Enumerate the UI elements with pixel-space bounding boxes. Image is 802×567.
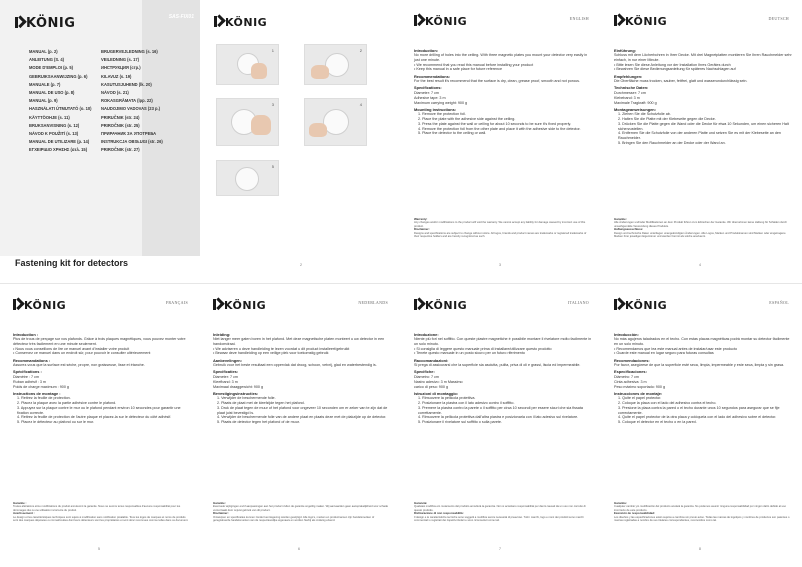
recommendations-text: Si prega di assicurarsi che la superficie sia asciutta, pulita, priva di oli e grassi, liscia ed impermeabile. (414, 363, 581, 368)
konig-logo: KÖNIG (614, 14, 667, 28)
intro-heading: Inleiding: (213, 331, 231, 337)
language-label: NEDERLANDS (358, 300, 388, 305)
mounting-step: 2. Halten Sie die Platte mit der Klebeseite gegen die Decke. (618, 117, 716, 122)
toc-entry: BRUKSANVISNING (s. 12) (29, 122, 80, 128)
spec-line: carico di peso: 900 g (414, 384, 449, 389)
konig-logo-icon (414, 299, 423, 310)
spec-line: Poids de charge maximum : 900 g (13, 384, 69, 389)
instructions-body (414, 330, 592, 425)
toc-entry: INSTRUKCJA OBSŁUGI (str. 26) (101, 139, 163, 145)
mounting-step: 4. Verwijder de beschermende folie van de andere plaat en plaats deze met de plakzijde op de detector. (217, 415, 387, 420)
konig-logo: KÖNIG (614, 298, 667, 312)
toc-entry: PRIRUČNIK (str. 24) (101, 114, 140, 120)
intro-bullet: • Conservez ce manuel dans un endroit sûr, pour pouvoir le consulter ultérieurement (13, 351, 151, 356)
step-photo-4: 4 (304, 98, 367, 146)
toc-entry: NAUDOJIMO VADOVAS (23 p.) (101, 106, 160, 112)
toc-right (101, 48, 163, 155)
mounting-heading: Mounting instructions: (414, 106, 457, 112)
page-number: 6 (298, 547, 300, 551)
konig-logo-icon (614, 299, 623, 310)
intro-bullet: • Guarde este manual en lugar seguro para futuras consultas (614, 351, 714, 356)
intro-text: Niente più fori nel soffitto. Con queste piastre magnetiche è possibile montare il rivelatore molto facilmente in un solo minuto. (414, 337, 592, 346)
intro-bullet: • We adviseren u deze handleiding te lezen voordat u dit product installeert/gebruikt (213, 346, 350, 351)
mounting-step: 1. Rimuovere la pellicola protettiva. (418, 396, 476, 401)
page-number: 5 (98, 547, 100, 551)
intro-bullet: • Bitte lesen Sie diese Anleitung vor der Installation Ihres Gerätes durch (614, 62, 731, 67)
disclaimer-heading: Exención de responsabilidad: (614, 511, 655, 516)
italiano-page (401, 284, 601, 567)
language-label: DEUTSCH (768, 16, 789, 21)
francais-page (0, 284, 200, 567)
instructions-body (414, 46, 592, 136)
mounting-step: 5. Placez le détecteur au plafond ou sur le mur. (17, 419, 95, 424)
spec-line: Adhesive tape: 3 m (414, 95, 446, 100)
page-number: 4 (699, 263, 701, 267)
legal-notes (614, 218, 792, 238)
intro-text: Plus de trous de perçage sur vos plafonds. Grâce à trois plaques magnétiques, vous pouvez monter votre détecteur très facilement en une minute seulement. (13, 337, 186, 346)
legal-notes (414, 218, 592, 238)
mounting-step: 1. Ziehen Sie die Schutzfolie ab. (618, 112, 671, 117)
konig-logo-icon (414, 15, 423, 26)
mounting-heading: Bevestigingsinstructies: (213, 390, 259, 396)
disclaimer-text: Design und technische Daten unterliegen unangekündigten Änderungen. Alle Logos, Marken und Produktnamen sind Marken oder eingetragene Marken ihrer jeweiligen Eigentümer und werden hiermit als solche anerkannt. (614, 231, 786, 239)
legal-notes (213, 502, 391, 522)
mounting-step: 2. Placez la plaque avec la partie adhésive contre le plafond. (17, 401, 117, 406)
mounting-step: 4. Quite el papel protector de la otra placa y colóquela con el lado del adhesivo sobre el detector. (618, 415, 777, 420)
step-photo-5: 5 (216, 160, 279, 196)
mounting-step: 3. Press the plate against the wall or ceiling for about 10 seconds to be sure it's fixed properly. (418, 121, 572, 126)
spec-line: Diámetro: 7 cm (614, 375, 639, 380)
legal-notes (13, 502, 191, 522)
mounting-step: 1. Remove the protection foil. (418, 112, 466, 117)
intro-bullet: • Nous vous conseillons de lire ce manuel avant d'installer votre produit (13, 346, 130, 351)
toc-entry: BRUGERVEJLEDNING (s. 16) (101, 49, 158, 54)
deutsch-page (601, 0, 801, 283)
warranty-heading: Garantía: (614, 501, 627, 505)
konig-logo-icon (614, 15, 623, 26)
spec-line: Diameter: 7 cm (213, 375, 238, 380)
konig-logo-icon (214, 16, 223, 27)
mounting-step: 2. Posizionare la piastra con il lato adesivo contro il soffitto. (418, 401, 515, 406)
page-number: 2 (300, 263, 302, 267)
instructions-body (13, 330, 191, 425)
intro-text: No more drilling of holes into the ceiling. With three magnetic plates you mount your detector very easily in just one minute. (414, 53, 588, 62)
disclaimer-heading: Haftungsausschluss: (614, 227, 644, 232)
mounting-heading: Instructions de montage : (13, 390, 61, 396)
toc-entry: MODE D'EMPLOI (p. 5) (29, 65, 73, 71)
intro-heading: Introduzione: (414, 331, 439, 337)
warranty-heading: Garantie: (614, 217, 627, 221)
step-photo-3: 3 (216, 98, 279, 146)
warranty-text: Toutes altérations et/ou modifications du produit annuleront la garantie. Nous ne serons tenus responsables d'aucune responsabilité pour les dommages dus à une utilisation incorrecte du produit. (13, 505, 181, 512)
mounting-step: 4. Retirez la feuille de protection de l'autre plaque et placez-la sur le détecteur du côté adhésif. (17, 415, 172, 420)
mounting-step: 1. Quite el papel protector. (618, 396, 662, 401)
specifications-heading: Technische Daten: (614, 85, 649, 91)
recommendations-heading: Aanbevelingen: (213, 357, 242, 363)
spec-line: Diameter: 7 cm (414, 91, 439, 96)
mounting-step: 1. Retirez la feuille de protection. (17, 396, 71, 401)
intro-heading: Introducción: (614, 331, 639, 337)
step-photo-1: 1 (216, 44, 279, 85)
toc-entry: MANUAL (p. 9) (29, 98, 58, 104)
recommendations-heading: Raccomandazioni: (414, 357, 449, 363)
konig-logo: KÖNIG (414, 298, 467, 312)
warranty-heading: Warranty: (414, 217, 428, 221)
spec-line: Maximaal draaggewicht: 900 g (213, 384, 264, 389)
photos-page (200, 0, 400, 283)
mounting-step: 5. Bringen Sie den Rauchmelder an der Decke oder der Wand an. (618, 140, 726, 145)
toc-entry: KASUTUSJUHEND (lk. 20) (101, 81, 152, 87)
specifications-heading: Spécifications : (13, 369, 42, 375)
warranty-text: Qualsiasi modifica e/o mutamento del prodotto annullerà la garanzia. Non si accettano responsabilità per danni causati da un uso non corretto di questo prodotto. (414, 505, 586, 512)
toc-entry: KÄYTTÖOHJE (s. 11) (29, 114, 70, 120)
mounting-step: 5. Place the detector to the ceiling or wall. (418, 131, 487, 136)
spec-line: Maximale Tragkraft: 900 g (614, 100, 657, 105)
mounting-step: 4. Remove the protection foil from the other plate and place it with the adhesive side to the detector. (418, 126, 581, 131)
disclaimer-text: Il design e le caratteristiche tecniche sono soggetti a modifica senza necessità di preavviso. Tutti i marchi, logo e nomi dei prodotti sono marchi commerciali o registrati dei rispettivi titolari e sono riconosciuti come tali. (414, 515, 584, 523)
mounting-step: 3. Presione la placa contra la pared o el techo durante unos 10 segundos para asegurar que se fije correctamente. (618, 405, 780, 415)
toc-entry: NÁVOD K POUŽITÍ (s. 13) (29, 131, 79, 137)
disclaimer-text: Designs and specifications are subject to change without notice. All logos, brands and product names are trademarks or registered trademarks of their respective holders and are hereby recognized as such. (414, 231, 587, 239)
mounting-step: 2. Place the plate with the adhesive side against the ceiling. (418, 117, 516, 122)
toc-entry: MANUAL DE USO (p. 8) (29, 90, 75, 96)
intro-heading: Introduction: (414, 47, 438, 53)
toc-entry: ИНСТРУКЦИЯ (стр.) (101, 65, 141, 71)
toc-entry: MANUAL (p. 2) (29, 49, 58, 54)
nederlands-page (200, 284, 400, 567)
disclaimer-text: Le design et les caractéristiques techniques sont sujets à modification sans notification préalable. Tous les logos de marques et noms de produits sont des marques déposées ou immatriculées dont leurs détenteurs sont les propriétaires et sont donc reconnues comme telles dans ce document. (13, 515, 189, 523)
mounting-step: 3. Drücken Sie die Platte gegen die Wand oder die Decke für etwa 10 Sekunden, um einen sicheren Halt sicherzustellen. (618, 121, 789, 131)
konig-logo-icon (13, 299, 22, 310)
warranty-text: Cualquier cambio y/o modificación del producto anulará la garantía. No podemos asumir ninguna responsabilidad por ningún daño debido al uso incorrecto de este producto. (614, 505, 786, 512)
mounting-step: 2. Plaats de plaat met de kleefzijde tegen het plafond. (217, 401, 305, 406)
toc-entry: GEBRUIKSAANWIJZING (p. 6) (29, 73, 88, 79)
toc-entry: KILAVUZ (s. 19) (101, 73, 132, 79)
page-number: 8 (699, 547, 701, 551)
disclaimer-heading: Avertissement : (13, 511, 35, 516)
konig-logo: KÖNIG (414, 14, 467, 28)
disclaimer-text: Los diseños y las especificaciones están sujetos a cambios sin previo aviso. Todas las marcas de logotipos y nombres de productos son patentes o marcas registradas a nombre de sus titulares correspondientes, reconocidos como tal. (614, 515, 790, 523)
intro-bullet: • Tenete questo manuale in un posto sicuro per un futuro riferimento (414, 351, 525, 356)
instructions-body (614, 46, 792, 145)
warranty-text: Alle Änderungen und/oder Modifikationen an dem Produkt führen zum Erlöschen der Garantie. Wir übernehmen keine Haftung für Schäden durch unsachgemäße Verwendung dieses Produkts. (614, 221, 787, 228)
mounting-heading: Instrucciones de montaje: (614, 390, 663, 396)
intro-bullet: • Bewahren Sie diese Bedienungsanleitung für späteres Nachschlagen auf (614, 67, 736, 72)
warranty-heading: Garantie : (13, 501, 27, 505)
cover-title: Fastening kit for detectors (15, 258, 129, 268)
recommendations-text: For the best result it's recommend that the surface is dry, clean, grease proof, smooth and not porous. (414, 79, 581, 84)
konig-logo: KÖNIG (214, 15, 267, 29)
product-code: SAS-FIX01 (168, 14, 194, 20)
recommendations-heading: Recommendations: (414, 73, 451, 79)
intro-bullet: • Bewaar deze handleiding op een veilige plek voor toekomstig gebruik (213, 351, 329, 356)
disclaimer-heading: Disclaimer: (414, 227, 430, 232)
toc-entry: PRIROČNIK (str. 27) (101, 147, 140, 153)
language-label: ITALIANO (567, 300, 589, 305)
english-page (401, 0, 601, 283)
recommendations-text: Assurez-vous que la surface est sèche, propre, non graisseuse, lisse et étanche. (13, 363, 145, 368)
konig-logo: KÖNIG (15, 16, 75, 31)
toc-entry: VEILEDNING (s. 17) (101, 57, 139, 63)
toc-entry: PRIROČNIK (str. 25) (101, 122, 140, 128)
specifications-heading: Especificaciones: (614, 369, 647, 375)
page-number: 7 (499, 547, 501, 551)
spec-line: Diametro: 7 cm (414, 375, 439, 380)
mounting-step: 5. Coloque el detector en el techo o en la pared. (618, 419, 697, 424)
spec-line: Diamètre : 7 cm (13, 375, 40, 380)
toc-entry: MANUALE (p. 7) (29, 81, 61, 87)
mounting-step: 5. Posizionare il rivelatore sul soffitto o sulla parete. (418, 419, 502, 424)
warranty-heading: Garanzia: (414, 501, 428, 505)
intro-heading: Einführung: (614, 47, 637, 53)
konig-logo-icon (15, 17, 24, 28)
recommendations-text: Gebruik voor het beste resultaat een oppervlak dat droog, schoon, vetvrij, glad en waterbestendig is. (213, 363, 377, 368)
language-label: ENGLISH (569, 16, 589, 21)
mounting-step: 3. Appuyez sur la plaque contre le mur ou le plafond pendant environ 10 secondes pour garantir une fixation correcte. (17, 405, 181, 415)
step-photo-2: 2 (304, 44, 367, 85)
recommendations-text: Die Oberfläche muss trocken, sauber, fettfrei, glatt und wasserundurchlässig sein. (614, 79, 748, 84)
recommendations-text: Por favor, asegúrese de que la superficie esté seca, limpia, impermeable y este seca, limpia y sin grasa. (614, 363, 785, 368)
konig-logo-icon (213, 299, 222, 310)
instructions-body (614, 330, 792, 425)
cover-page (0, 0, 200, 283)
spec-line: Peso máximo soportado: 900 g (614, 384, 666, 389)
intro-text: Schluss mit dem Löcherbohren in Ihrer Decke. Mit drei Magnetplatten montieren Sie Ihren Rauchmelder sehr einfach, in nur einer Minute. (614, 53, 792, 62)
mounting-heading: Istruzioni di montaggio: (414, 390, 459, 396)
disclaimer-heading: Dichiarazione di non responsabilità: (414, 511, 464, 516)
spec-line: Kleefband: 3 m (213, 379, 238, 384)
toc-entry: ПРИРАЧНИК ЗА УПОТРЕБА (101, 131, 157, 137)
mounting-step: 1. Verwijder de beschermende folie. (217, 396, 276, 401)
spec-line: Maximum carrying weight: 900 g (414, 100, 468, 105)
toc-entry: ΕΓΧΕΙΡΙΔΙΟ ΧΡΗΣΗΣ (σελ. 15) (29, 147, 88, 153)
intro-heading: Introduction : (13, 331, 39, 337)
legal-notes (414, 502, 592, 522)
mounting-heading: Montageanweisungen: (614, 106, 656, 112)
mounting-step: 4. Rimuovere la pellicola protettiva dall'altra piastra e posizionarla con il lato adesivo sul rivelatore. (418, 415, 579, 420)
disclaimer-text: Ontwerpen en specificaties kunnen zonder kennisgeving worden gewijzigd. Alle logo's, merken en productnamen zijn handelsmerken of geregistreerde handelsmerken van de respectievelijke eigenaars en worden hierbij als zodanig erkend. (213, 515, 375, 523)
language-label: ESPAÑOL (769, 300, 789, 305)
mounting-step: 5. Plaats de detector tegen het plafond of de muur. (217, 419, 300, 424)
toc-entry: NÁVOD (s. 21) (101, 90, 129, 96)
specifications-heading: Specifications: (414, 85, 442, 91)
toc-entry: MANUAL DE UTILIZARE (p. 14) (29, 139, 90, 145)
toc-entry: ANLEITUNG (S. 4) (29, 57, 65, 63)
spec-line: Nastro adesivo: 3 m Massimo (414, 379, 463, 384)
toc-entry: HASZNÁLATI ÚTMUTATÓ (o. 10) (29, 106, 92, 112)
warranty-text: Any changes and/or modifications to the product will void the warranty. We cannot accept any liability for damage caused by incorrect use of this product. (414, 221, 586, 228)
recommendations-heading: Recomendaciones: (614, 357, 650, 363)
specifications-heading: Specificaties: (213, 369, 239, 375)
legal-notes (614, 502, 792, 522)
toc-entry: ROKASGRĀMATA (lpp. 22) (101, 98, 153, 104)
espanol-page (601, 284, 801, 567)
instructions-body (213, 330, 391, 425)
intro-bullet: • Recomendamos que lea este manual antes de instalar/usar este producto (614, 346, 738, 351)
mounting-step: 2. Coloque la placa con el lado del adhesivo contra el techo. (618, 401, 717, 406)
spec-line: Durchmesser: 7 cm (614, 91, 646, 96)
disclaimer-heading: Disclaimer: (213, 511, 229, 516)
spec-line: Cinta adhesiva: 3 m (614, 379, 647, 384)
spec-line: Ruban adhésif : 3 m (13, 379, 47, 384)
toc-left (29, 48, 92, 155)
recommendations-heading: Recommandations : (13, 357, 51, 363)
konig-logo: KÖNIG (13, 298, 66, 312)
spec-line: Klebeband: 3 m (614, 95, 640, 100)
intro-bullet: • Si consiglia di leggere questo manuale prima di installare/utilizzare questo prodotto (414, 346, 552, 351)
intro-bullet: • We recommend that you read this manual before installing your product (414, 62, 534, 67)
intro-bullet: • Keep this manual in a safe place for future reference (414, 67, 503, 72)
konig-logo: KÖNIG (213, 298, 266, 312)
warranty-heading: Garantie: (213, 501, 226, 505)
recommendations-heading: Empfehlungen: (614, 73, 643, 79)
warranty-text: Eventuele wijzigingen en/of aanpassingen aan het product zullen de garantie ongeldig maken. Wij aanvaarden geen aansprakelijkheid voor schade veroorzaakt door onjuist gebruik van dit product. (213, 505, 388, 512)
intro-text: No más agujeros taladrados en el techo. Con estas placas magnéticas podrá montar su detector fácilmente en un solo minuto. (614, 337, 790, 346)
page-number: 3 (499, 263, 501, 267)
mounting-step: 4. Entfernen Sie die Schutzfolie von der anderen Platte und setzen Sie es mit der Klebeseite an den Rauchmelder. (618, 131, 781, 140)
language-label: FRANÇAIS (165, 300, 188, 305)
intro-text: Niet langer meer gaten boren in het plafond. Met deze magnetische platen monteert u uw detector in een handomdraai. (213, 337, 385, 346)
mounting-step: 3. Druk de plaat tegen de muur of het plafond voor ongeveer 10 seconden om er zeker van te zijn dat de plaat juist bevestigd is. (217, 405, 388, 415)
mounting-step: 3. Premere la piastra contro la parete o il soffitto per circa 10 secondi per essere sicuri che sia fissata correttamente. (418, 405, 583, 415)
specifications-heading: Specifiche: (414, 369, 435, 375)
